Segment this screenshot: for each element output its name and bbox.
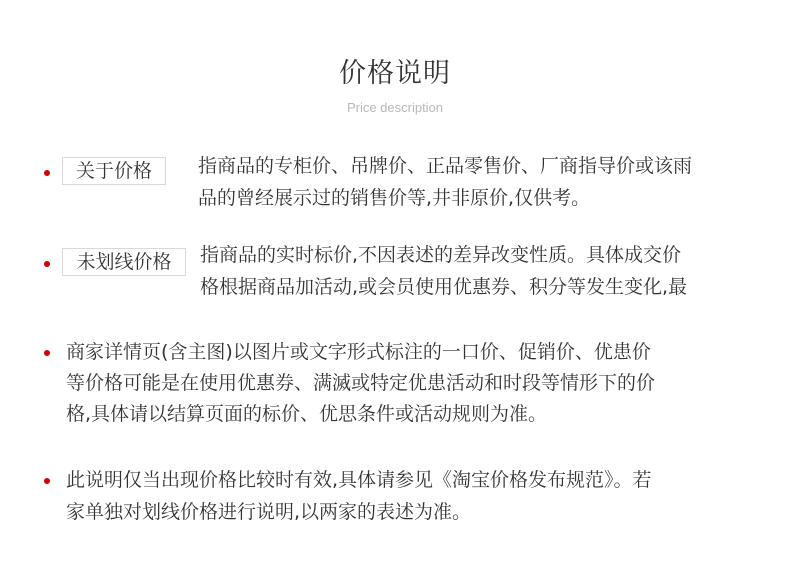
bullet-dot <box>44 261 50 267</box>
label-unlined-price: 未划线价格 <box>62 248 186 276</box>
note-line-2: 家单独对划线价格进行说明,以两家的表述为准。 <box>66 501 472 523</box>
page-subtitle: Price description <box>346 100 444 115</box>
about-price-line-1: 指商品的专柜价、吊牌价、正品零售价、厂商指导价或该雨 <box>198 155 693 177</box>
detail-page-line-1: 商家详情页(含主图)以图片或文字形式标注的一口价、促销价、优患价 <box>66 341 651 363</box>
detail-page-line-3: 格,具体请以结算页面的标价、优思条件或活动规则为准。 <box>66 403 548 425</box>
note-line-1: 此说明仅当出现价格比较时有效,具体请参见《淘宝价格发布规范》。若 <box>66 469 652 491</box>
unlined-price-line-2: 格根据商品加活动,或会员使用优惠券、积分等发生变化,最 <box>200 276 688 298</box>
bullet-dot <box>44 350 50 356</box>
label-about-price: 关于价格 <box>62 157 166 185</box>
bullet-dot <box>44 478 50 484</box>
detail-page-line-2: 等价格可能是在使用优惠券、满滅或特定优患活动和时段等情形下的价 <box>66 372 656 394</box>
about-price-line-2: 品的曾经展示过的销售价等,井非原价,仅供考。 <box>198 187 591 209</box>
unlined-price-line-1: 指商品的实时标价,不因表述的差异改变性质。具体成交价 <box>200 244 682 266</box>
page-title: 价格说明 <box>339 58 451 89</box>
bullet-dot <box>44 170 50 176</box>
